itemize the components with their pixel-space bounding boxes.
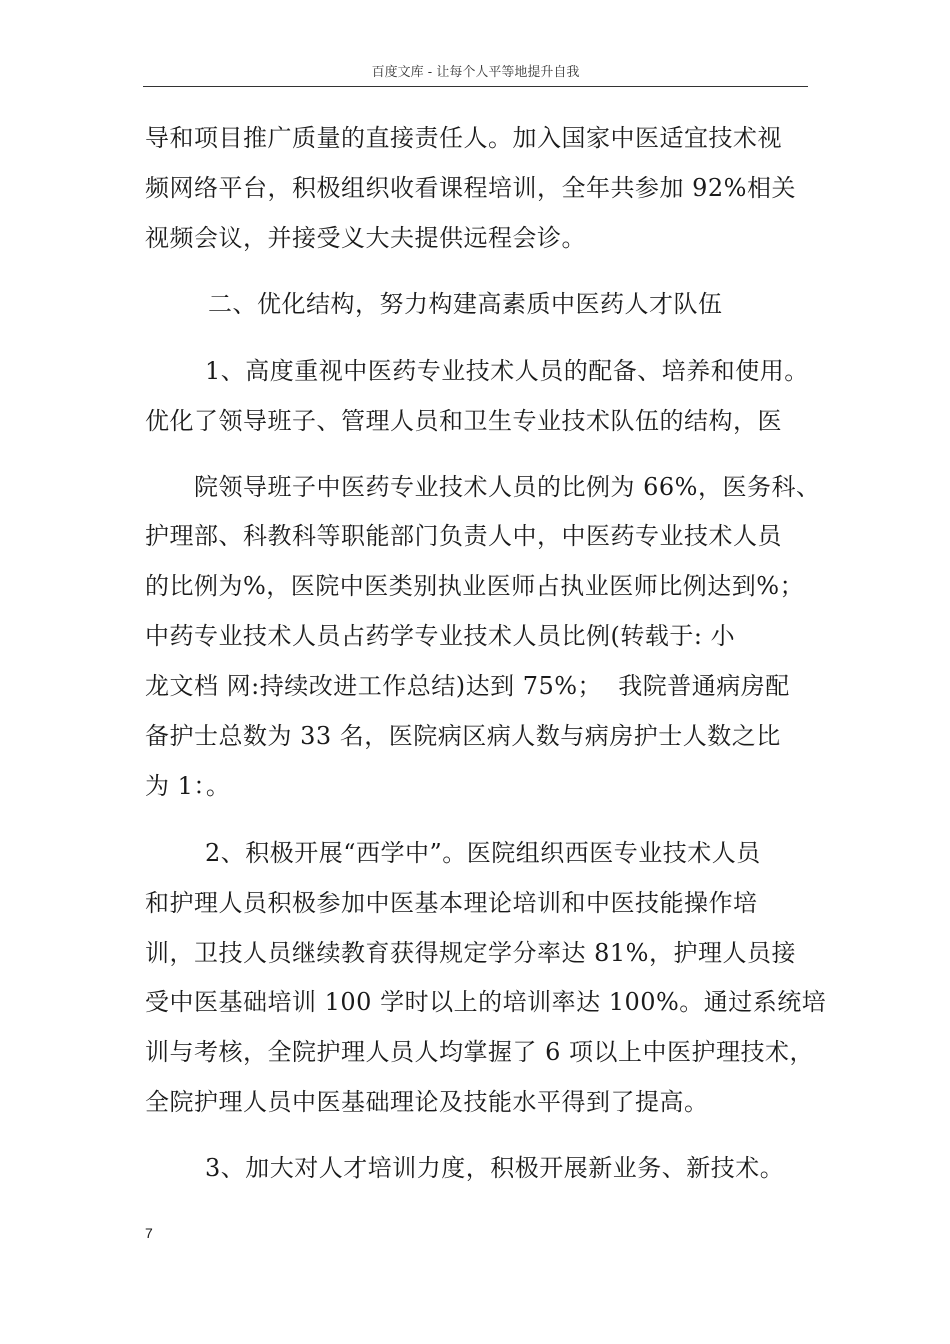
body-line-13: 为 1：。	[145, 772, 231, 800]
section-heading: 二、优化结构，努力构建高素质中医药人才队伍	[208, 290, 723, 318]
body-line-20: 3、加大对人才培训力度，积极开展新业务、新技术。	[205, 1154, 785, 1182]
body-line-11: 龙文档 网:持续改进工作总结)达到 75%； 我院普通病房配	[145, 672, 790, 700]
page-number: 7	[145, 1225, 153, 1241]
body-line-15: 和护理人员积极参加中医基本理论培训和中医技能操作培	[145, 889, 758, 917]
body-line-12: 备护士总数为 33 名，医院病区病人数与病房护士人数之比	[145, 722, 781, 750]
body-line-8: 护理部、科教科等职能部门负责人中，中医药专业技术人员	[145, 522, 782, 550]
body-line-6: 优化了领导班子、管理人员和卫生专业技术队伍的结构，医	[145, 407, 782, 435]
body-line-17: 受中医基础培训 100 学时以上的培训率达 100%。通过系统培	[145, 988, 827, 1016]
body-line-5: 1、高度重视中医药专业技术人员的配备、培养和使用。	[205, 357, 809, 385]
body-line-14: 2、积极开展“西学中”。医院组织西医专业技术人员	[205, 839, 761, 867]
body-line-10: 中药专业技术人员占药学专业技术人员比例(转载于: 小	[145, 622, 736, 650]
body-line-16: 训，卫技人员继续教育获得规定学分率达 81%，护理人员接	[145, 939, 796, 967]
body-line-1: 导和项目推广质量的直接责任人。加入国家中医适宜技术视	[145, 124, 782, 152]
body-line-2: 频网络平台，积极组织收看课程培训，全年共参加 92%相关	[145, 174, 796, 202]
body-line-9: 的比例为%，医院中医类别执业医师占执业医师比例达到%；	[145, 572, 805, 600]
page-header: 百度文库 - 让每个人平等地提升自我	[143, 62, 808, 87]
body-line-19: 全院护理人员中医基础理论及技能水平得到了提高。	[145, 1088, 709, 1116]
body-line-3: 视频会议，并接受义大夫提供远程会诊。	[145, 224, 586, 252]
body-line-7: 院领导班子中医药专业技术人员的比例为 66%，医务科、	[194, 473, 821, 501]
body-line-18: 训与考核，全院护理人员人均掌握了 6 项以上中医护理技术，	[145, 1038, 815, 1066]
